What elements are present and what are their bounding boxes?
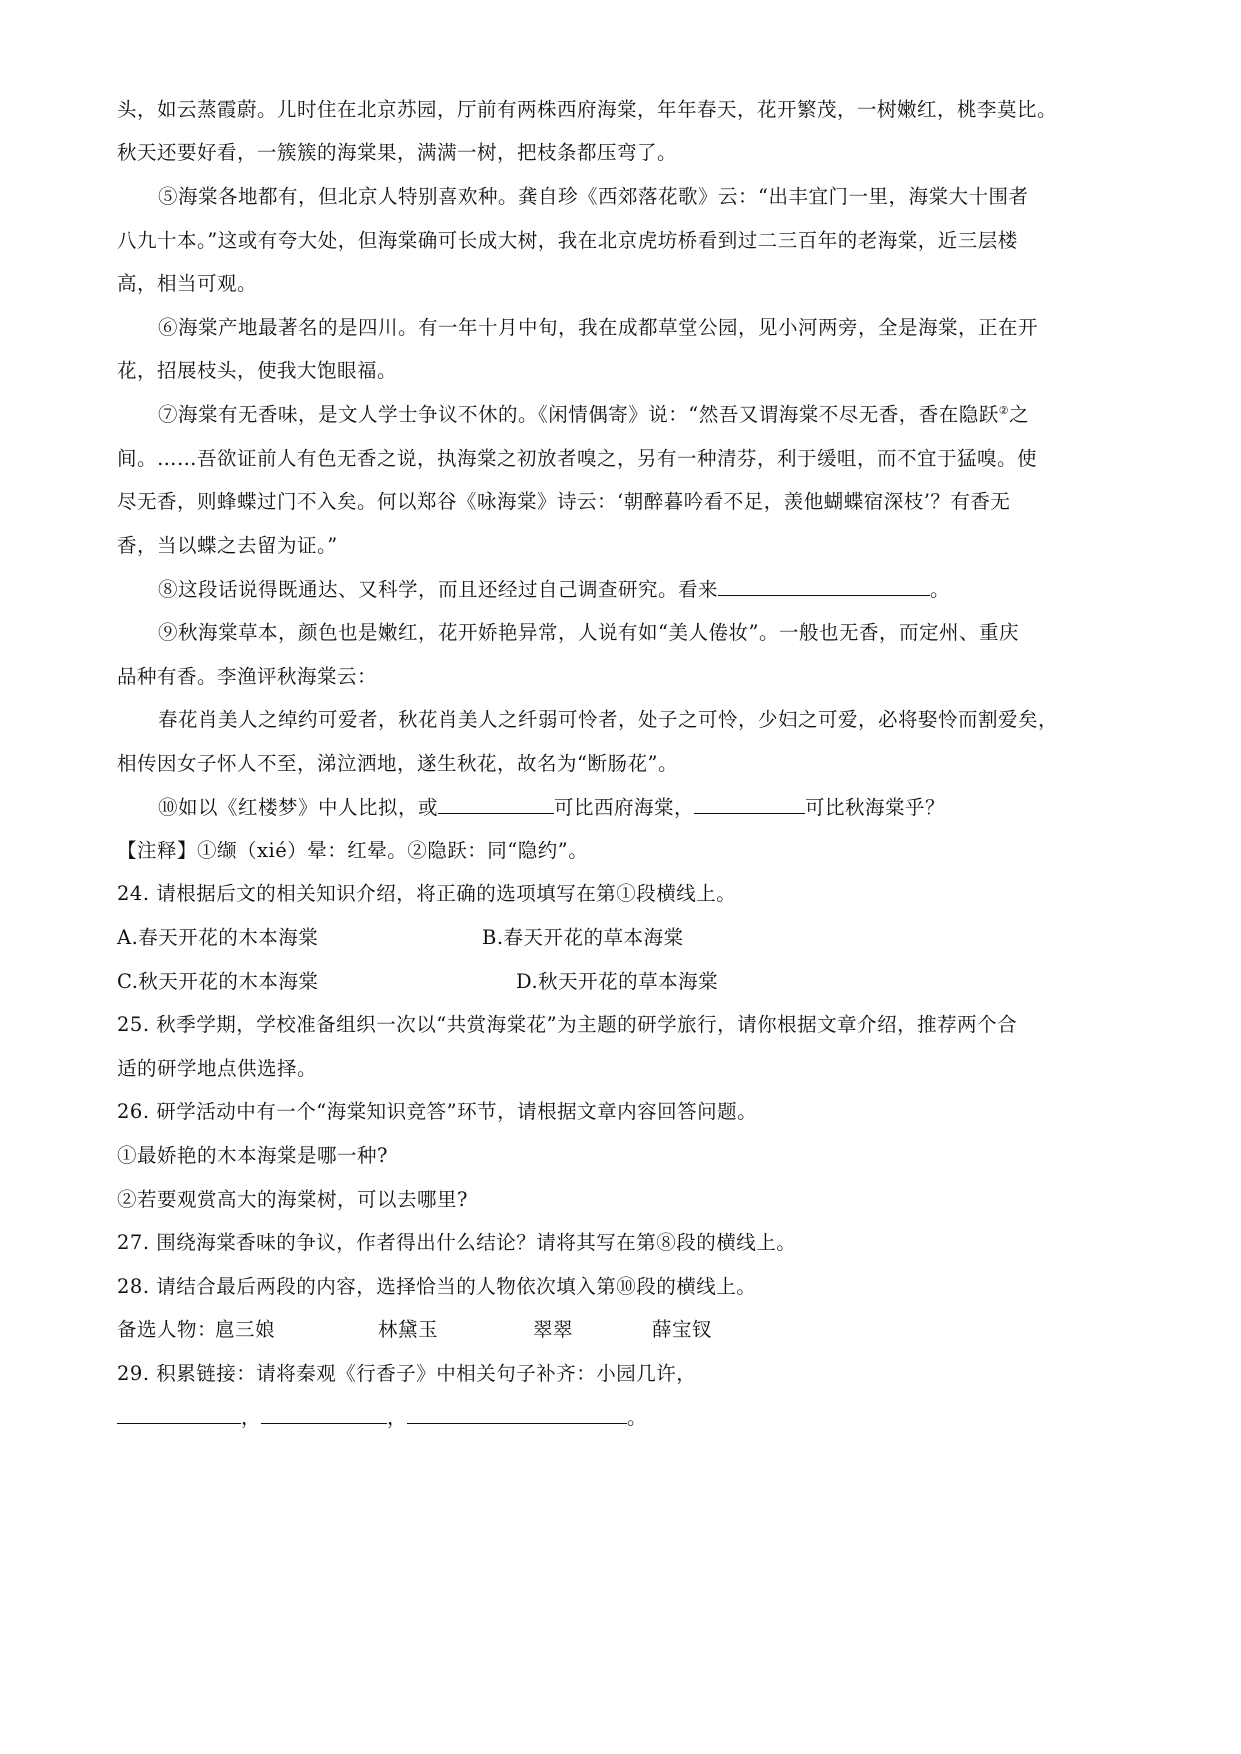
quote-line-1: 春花肖美人之绰约可爱者，秋花肖美人之纤弱可怜者，处子之可怜，少妇之可爱，必将娶怜而割爱矣，	[158, 708, 1059, 731]
question-24: 24. 请根据后文的相关知识介绍，将正确的选项填写在第①段横线上。	[117, 882, 737, 905]
paragraph-9-line-1: ⑨秋海棠草本，颜色也是嫩红，花开娇艳异常，人说有如“美人倦妆”。一般也无香，而定州、重庆	[158, 621, 1019, 644]
paragraph-9-line-2: 品种有香。李渔评秋海棠云：	[117, 665, 378, 688]
paragraph-6-line-1: ⑥海棠产地最著名的是四川。有一年十月中旬，我在成都草堂公园，见小河两旁，全是海棠，正在开	[158, 316, 1039, 339]
q24-option-c[interactable]: C.秋天开花的木本海棠	[117, 970, 319, 993]
answer-blank-p10-1[interactable]	[438, 795, 554, 814]
paragraph-7-line-4: 香，当以蝶之去留为证。”	[117, 534, 338, 557]
answer-blank-q29-1[interactable]	[117, 1405, 241, 1424]
question-27: 27. 围绕海棠香味的争议，作者得出什么结论？请将其写在第⑧段的横线上。	[117, 1231, 797, 1254]
paragraph-5-line-1: ⑤海棠各地都有，但北京人特别喜欢种。龚自珍《西郊落花歌》云：“出丰宜门一里，海棠大十围者	[158, 185, 1029, 208]
candidate-2: 林黛玉	[378, 1318, 439, 1341]
question-29-answer-line	[117, 1405, 647, 1430]
annotation-note: 【注释】①缬（xié）晕：红晕。②隐跃：同“隐约”。	[117, 839, 589, 862]
paragraph-8-text: ⑧这段话说得既通达、又科学，而且还经过自己调查研究。看来	[158, 578, 719, 601]
q24-option-d[interactable]: D.秋天开花的草本海棠	[516, 970, 719, 993]
answer-blank-p8[interactable]	[718, 577, 930, 596]
question-29: 29. 积累链接：请将秦观《行香子》中相关句子补齐：小园几许，	[117, 1362, 697, 1385]
candidate-label: 备选人物：	[117, 1318, 218, 1341]
question-28: 28. 请结合最后两段的内容，选择恰当的人物依次填入第⑩段的横线上。	[117, 1275, 757, 1298]
paragraph-10-text-a: ⑩如以《红楼梦》中人比拟，或	[158, 796, 439, 819]
q24-option-a[interactable]: A.春天开花的木本海棠	[117, 926, 319, 949]
question-25-line-1: 25. 秋季学期，学校准备组织一次以“共赏海棠花”为主题的研学旅行，请你根据文章介绍，推荐两个合	[117, 1013, 1018, 1036]
footnote-marker-2: ②	[998, 404, 1010, 417]
paragraph-7-line-3: 尽无香，则蜂蝶过门不入矣。何以郑谷《咏海棠》诗云：‘朝醉暮吟看不足，羡他蝴蝶宿深枝’？有香无	[117, 490, 1011, 513]
paragraph-7-text-b: 之	[1009, 403, 1030, 426]
answer-blank-q29-3[interactable]	[407, 1405, 627, 1424]
paragraph-5-line-3: 高，相当可观。	[117, 272, 258, 295]
question-26-sub-2: ②若要观赏高大的海棠树，可以去哪里?	[117, 1188, 468, 1211]
q29-end: 。	[627, 1406, 648, 1429]
candidate-4: 薛宝钗	[652, 1318, 713, 1341]
question-26-sub-1: ①最娇艳的木本海棠是哪一种?	[117, 1144, 388, 1167]
q24-option-b[interactable]: B.春天开花的草本海棠	[482, 926, 684, 949]
question-25-line-2: 适的研学地点供选择。	[117, 1057, 318, 1080]
answer-blank-p10-2[interactable]	[694, 795, 805, 814]
candidate-3: 翠翠	[533, 1318, 574, 1341]
paragraph-10-text-b: 可比西府海棠，	[554, 796, 695, 819]
paragraph-7-text-a: ⑦海棠有无香味，是文人学士争议不休的。《闲情偶寄》说：“然吾又谓海棠不尽无香，香在隐跃	[158, 403, 999, 426]
paragraph-10	[158, 795, 945, 820]
paragraph-4-line-1: 头，如云蒸霞蔚。儿时住在北京苏园，厅前有两株西府海棠，年年春天，花开繁茂，一树嫩红，桃李莫比。	[117, 98, 1058, 121]
paragraph-8-end: 。	[930, 578, 951, 601]
candidate-1: 扈三娘	[215, 1318, 276, 1341]
paragraph-7-line-1	[158, 403, 1029, 427]
paragraph-5-line-2: 八九十本。”这或有夸大处，但海棠确可长成大树，我在北京虎坊桥看到过二三百年的老海棠，近三层楼	[117, 229, 1018, 252]
paragraph-7-line-2: 间。……吾欲证前人有色无香之说，执海棠之初放者嗅之，另有一种清芬，利于缓咀，而不宜于猛嗅。使	[117, 447, 1038, 470]
paragraph-8	[158, 577, 950, 602]
paragraph-4-line-2: 秋天还要好看，一簇簇的海棠果，满满一树，把枝条都压弯了。	[117, 141, 678, 164]
paragraph-10-text-c: 可比秋海棠乎？	[805, 796, 946, 819]
q29-separator-2: ，	[387, 1406, 408, 1429]
answer-blank-q29-2[interactable]	[261, 1405, 387, 1424]
quote-line-2: 相传因女子怀人不至，涕泣洒地，遂生秋花，故名为“断肠花”。	[117, 752, 678, 775]
q29-separator-1: ，	[241, 1406, 262, 1429]
paragraph-6-line-2: 花，招展枝头，使我大饱眼福。	[117, 359, 398, 382]
question-26: 26. 研学活动中有一个“海棠知识竞答”环节，请根据文章内容回答问题。	[117, 1100, 758, 1123]
